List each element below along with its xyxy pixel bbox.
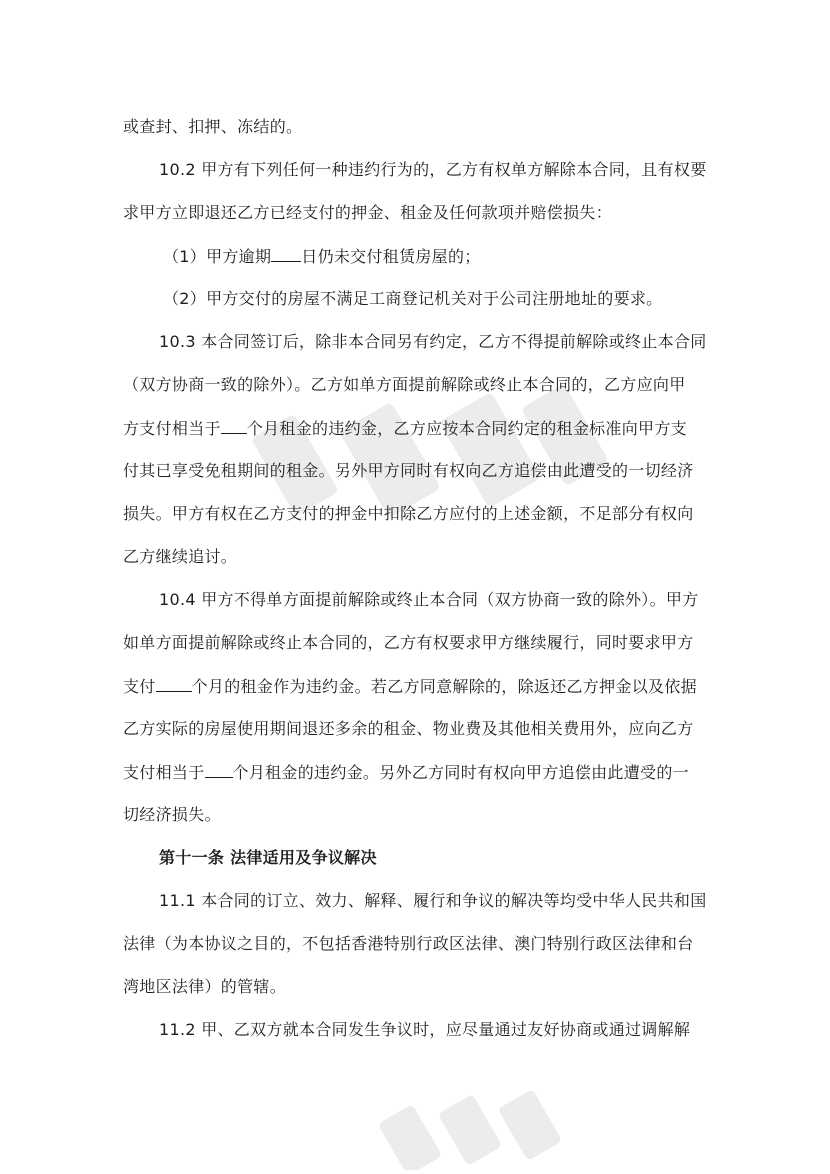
text-line-1: 或查封、扣押、冻结的。 (123, 117, 303, 136)
clause-10-2-item-1 (163, 246, 481, 267)
blank-months-3 (205, 762, 233, 778)
clause-10-4-line-6: 切经济损失。 (123, 805, 221, 824)
clause-10-3-line-2: （双方协商一致的除外）。乙方如单方面提前解除或终止本合同的，乙方应向甲 (123, 375, 686, 394)
clause-10-4-line-1: 10.4 甲方不得单方面提前解除或终止本合同（双方协商一致的除外）。甲方 (159, 590, 699, 609)
clause-10-4-line-3 (123, 676, 697, 697)
article-11-heading: 第十一条 法律适用及争议解决 (159, 848, 377, 867)
clause-10-3-line-4: 付其已享受免租期间的租金。另外甲方同时有权向乙方追偿由此遭受的一切经济 (123, 461, 694, 480)
clause-11-2-line-1: 11.2 甲、乙双方就本合同发生争议时，应尽量通过友好协商或通过调解解 (159, 1020, 691, 1039)
item-1-text-a: （1）甲方逾期 (163, 247, 272, 266)
clause-10-2-item-2: （2）甲方交付的房屋不满足工商登记机关对于公司注册地址的要求。 (163, 289, 663, 308)
item-1-text-b: 日仍未交付租赁房屋的； (301, 247, 481, 266)
clause-10-4-line-2: 如单方面提前解除或终止本合同的，乙方有权要求甲方继续履行，同时要求甲方 (123, 633, 694, 652)
line-3-text-b: 个月的租金作为违约金。若乙方同意解除的，除返还乙方押金以及依据 (191, 677, 697, 696)
clause-11-1-line-2: 法律（为本协议之目的，不包括香港特别行政区法律、澳门特别行政区法律和台 (123, 934, 694, 953)
clause-10-2-line-1: 10.2 甲方有下列任何一种违约行为的，乙方有权单方解除本合同，且有权要 (159, 160, 707, 179)
clause-10-4-line-5 (123, 762, 689, 783)
line-3-text-b: 个月租金的违约金，乙方应按本合同约定的租金标准向甲方支 (246, 419, 687, 438)
line-3-text-a: 支付 (123, 677, 156, 696)
clause-10-3-line-5: 损失。甲方有权在乙方支付的押金中扣除乙方应付的上述金额，不足部分有权向 (123, 504, 694, 523)
line-3-text-a: 方支付相当于 (123, 419, 221, 438)
clause-10-2-line-2: 求甲方立即退还乙方已经支付的押金、租金及任何款项并赔偿损失： (123, 203, 613, 222)
blank-months-2 (156, 676, 192, 692)
clause-10-3-line-1: 10.3 本合同签订后，除非本合同另有约定，乙方不得提前解除或终止本合同 (159, 332, 707, 351)
clause-10-3-line-6: 乙方继续追讨。 (123, 547, 238, 566)
clause-10-4-line-4: 乙方实际的房屋使用期间退还多余的租金、物业费及其他相关费用外，应向乙方 (123, 719, 694, 738)
clause-11-1-line-3: 湾地区法律）的管辖。 (123, 977, 287, 996)
line-5-text-a: 支付相当于 (123, 763, 205, 782)
blank-days (271, 246, 301, 262)
clause-10-3-line-3 (123, 418, 687, 439)
clause-11-1-line-1: 11.1 本合同的订立、效力、解释、履行和争议的解决等均受中华人民共和国 (159, 891, 707, 910)
blank-months-1 (221, 418, 247, 434)
line-5-text-b: 个月租金的违约金。另外乙方同时有权向甲方追偿由此遭受的一 (232, 763, 689, 782)
watermark-graphic-bottom (380, 1090, 560, 1170)
